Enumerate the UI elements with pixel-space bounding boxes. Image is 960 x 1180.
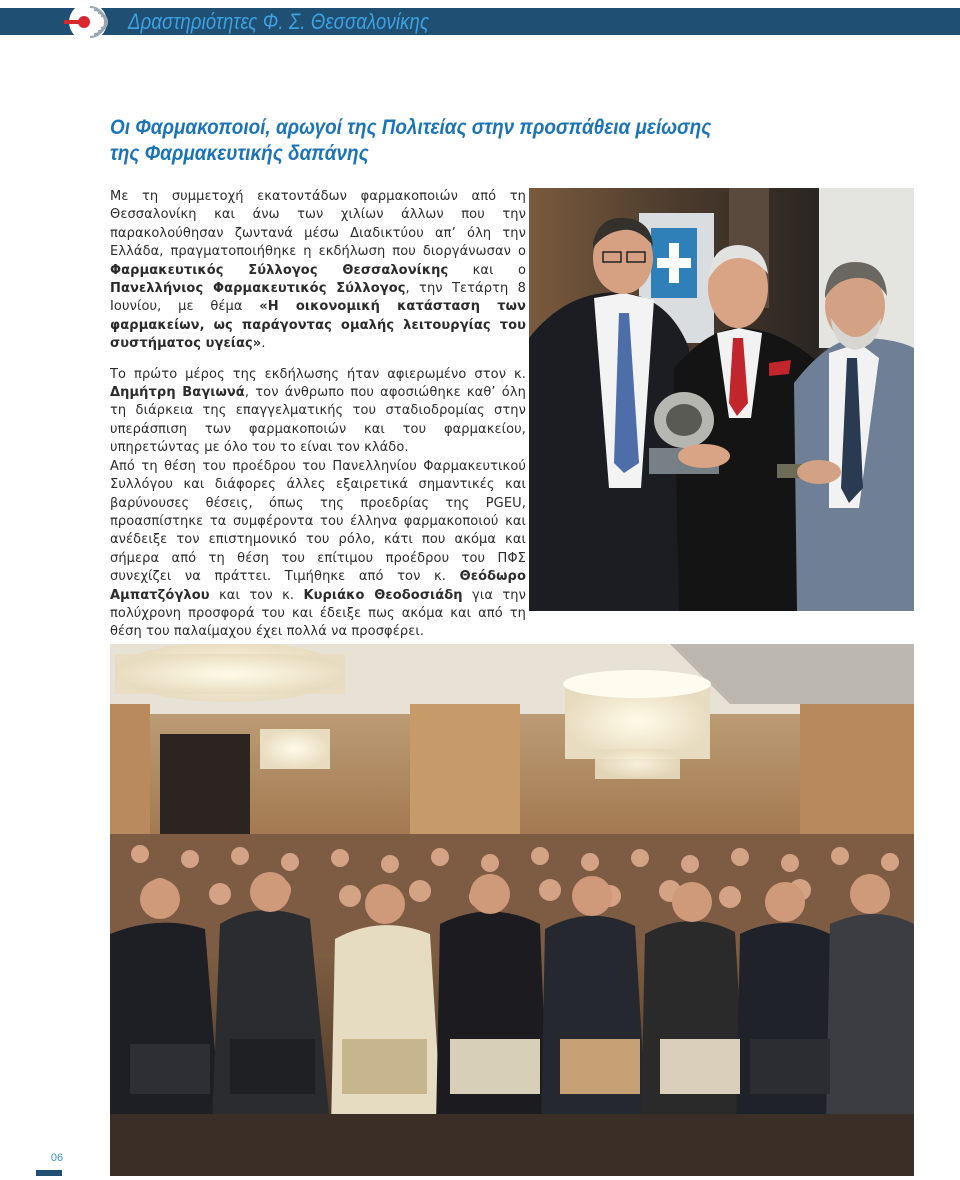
section-title: Δραστηριότητες Φ. Σ. Θεσσαλονίκης bbox=[128, 9, 430, 34]
article-body bbox=[110, 188, 526, 642]
page-number-bar bbox=[36, 1170, 62, 1176]
paragraph-career: Από τη θέση του προέδρου του Πανελληνίου Φαρμακευτικού Συλλόγου και διάφορες άλλες εξαιρετικά σημαντικές και βαρύνουσες θέσεις, όπως της προεδρίας της PGEU, προασπίστηκε τα συμφέροντα του έλληνα φαρμακοποιού και ανέδειξε τον επιστημονικό του ρόλο, κάτι που ακόμα και σήμερα από τη θέση του επίτιμου προέδρου του ΠΦΣ συνεχίζει να πράττει. Τιμήθηκε από τον κ. Θεόδωρο Αμπατζόγλου και τον κ. Κυριάκο Θεοδοσιάδη για την πολύχρονη προσφορά του και έδειξε πως ακόμα και από τη θέση του παλαίμαχου έχει πολλά να προσφέρει. bbox=[110, 458, 526, 640]
award-photo bbox=[529, 188, 914, 611]
target-signal-icon bbox=[60, 0, 110, 44]
article-headline bbox=[110, 114, 726, 166]
page-number: 06 bbox=[50, 1152, 64, 1164]
headline-line-2: της Φαρμακευτικής δαπάνης bbox=[110, 141, 369, 165]
audience-photo bbox=[110, 644, 914, 1176]
paragraph-intro: Με τη συμμετοχή εκατοντάδων φαρμακοποιών από τη Θεσσαλονίκη και άνω των χιλίων άλλων που την παρακολούθησαν ζωντανά μέσω Διαδικτύου απ’ όλη την Ελλάδα, πραγματοποιήθηκε η εκδήλωση που διοργάνωσαν ο Φαρμακευτικός Σύλλογος Θεσσαλονίκης και ο Πανελλήνιος Φαρμακευτικός Σύλλογος, την Τετάρτη 8 Ιουνίου, με θέμα «Η οικονομική κατάσταση των φαρμακείων, ως παράγοντας ομαλής λειτουργίας του συστήματος υγείας». bbox=[110, 189, 526, 352]
paragraph-tribute: Το πρώτο μέρος της εκδήλωσης ήταν αφιερωμένο στον κ. Δημήτρη Βαγιωνά, τον άνθρωπο που αφοσιώθηκε καθ’ όλη τη διάρκεια της επαγγελματικής του σταδιοδρομίας στην υπεράσπιση των φαρμακοποιών και του φαρμακείου, υπηρετώντας με όλο του το είναι τον κλάδο. bbox=[110, 366, 526, 456]
headline-line-1: Οι Φαρμακοποιοί, αρωγοί της Πολιτείας στην προσπάθεια μείωσης bbox=[110, 115, 712, 139]
